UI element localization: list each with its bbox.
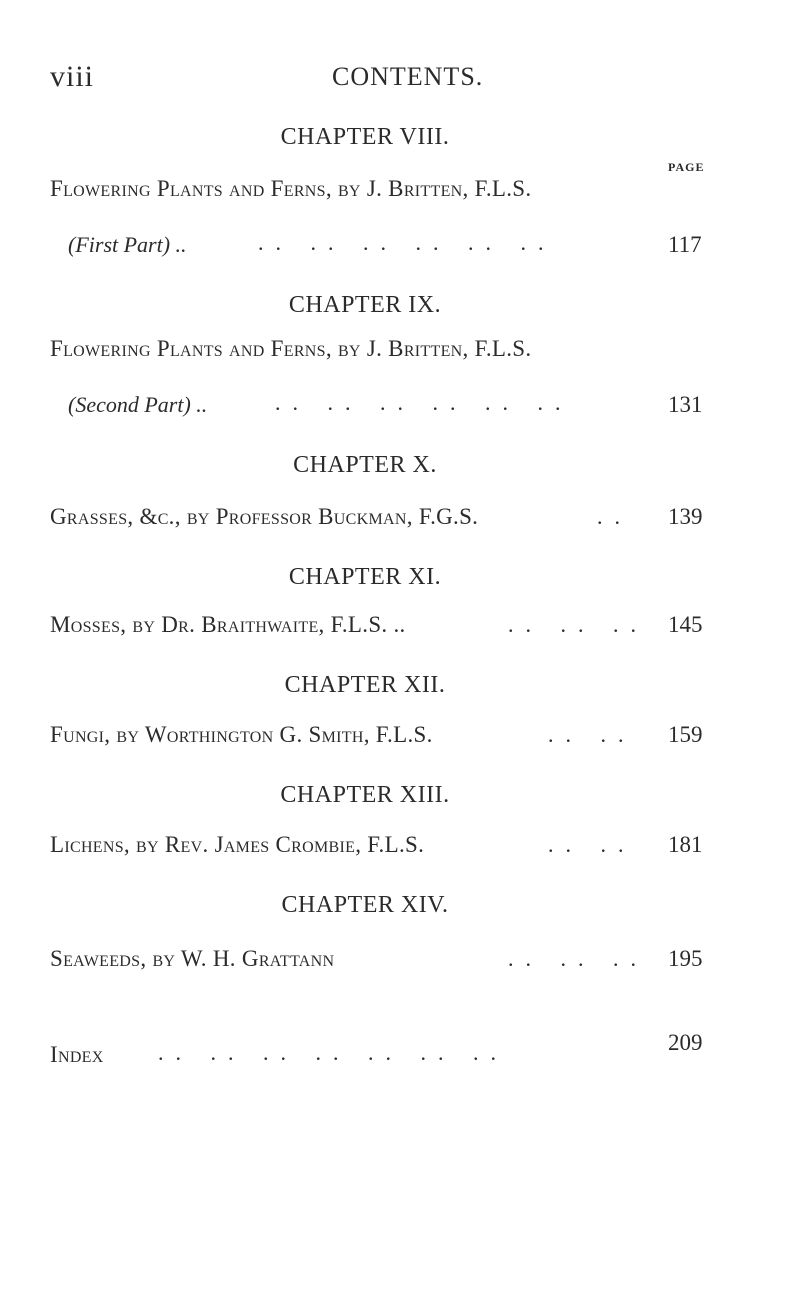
running-page-number: viii — [50, 60, 95, 93]
toc-page-number: 139 — [668, 504, 703, 529]
dot-leaders: .. .. .. — [508, 946, 648, 971]
chapter-heading: CHAPTER VIII. — [280, 124, 450, 150]
toc-page-number: 131 — [668, 392, 703, 417]
toc-entry-subtitle: (Second Part) .. — [68, 392, 208, 417]
index-label: Index — [50, 1042, 104, 1067]
toc-page-number: 209 — [668, 1030, 703, 1055]
chapter-heading: CHAPTER IX. — [288, 292, 442, 318]
toc-page-number: 117 — [668, 232, 702, 257]
chapter-heading: CHAPTER XIII. — [280, 782, 450, 808]
toc-entry-title: Lichens, by Rev. James Crombie, F.L.S. — [50, 832, 425, 857]
running-header-title: CONTENTS. — [332, 62, 484, 91]
chapter-heading: CHAPTER XI. — [288, 564, 442, 590]
dot-leaders: .. .. .. .. .. .. .. — [158, 1040, 508, 1065]
chapter-heading: CHAPTER XII. — [284, 672, 446, 698]
toc-entry-title: Flowering Plants and Ferns, by J. Britten, F.L.S. — [50, 176, 532, 201]
dot-leaders: .. — [597, 504, 632, 529]
page-column-label: PAGE — [668, 160, 705, 174]
toc-entry-title: Seaweeds, by W. H. Grattann — [50, 946, 335, 971]
toc-entry-title: Mosses, by Dr. Braithwaite, F.L.S. .. — [50, 612, 406, 637]
chapter-heading: CHAPTER XIV. — [281, 892, 449, 918]
dot-leaders: .. .. .. .. .. .. — [258, 230, 556, 255]
toc-entry-title: Flowering Plants and Ferns, by J. Britten, F.L.S. — [50, 336, 532, 361]
toc-page-number: 195 — [668, 946, 703, 971]
dot-leaders: .. .. — [548, 722, 636, 747]
toc-page-number: 181 — [668, 832, 703, 857]
dot-leaders: .. .. — [548, 832, 636, 857]
dot-leaders: .. .. .. .. .. .. — [275, 390, 573, 415]
toc-entry-subtitle: (First Part) .. — [68, 232, 187, 257]
dot-leaders: .. .. .. — [508, 612, 648, 637]
chapter-heading: CHAPTER X. — [293, 452, 437, 478]
toc-entry-title: Fungi, by Worthington G. Smith, F.L.S. — [50, 722, 433, 747]
toc-page-number: 145 — [668, 612, 703, 637]
toc-entry-title: Grasses, &c., by Professor Buckman, F.G.S. — [50, 504, 479, 529]
toc-page-number: 159 — [668, 722, 703, 747]
